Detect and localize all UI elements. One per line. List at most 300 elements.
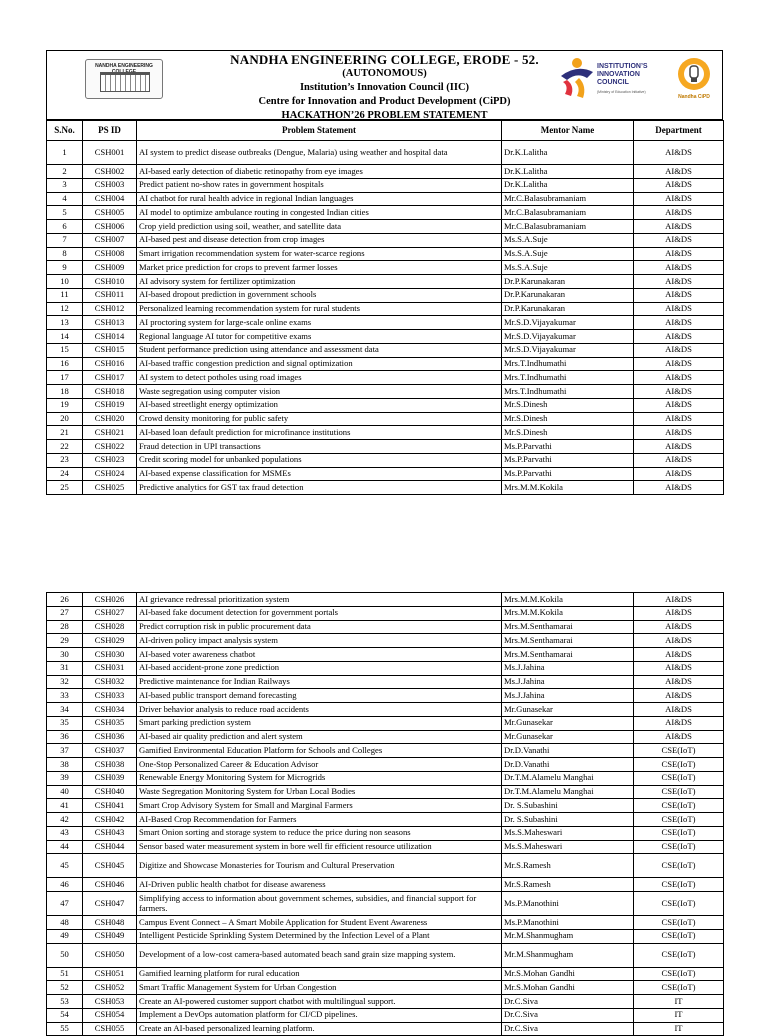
cell-mentor: Ms.P.Manothini	[502, 892, 634, 916]
cell-problem: Waste Segregation Monitoring System for Urban Local Bodies	[137, 785, 502, 799]
cell-psid: CSH012	[83, 302, 137, 316]
table-row	[47, 371, 724, 385]
cell-sno: 16	[47, 357, 83, 371]
cell-mentor: Mr.S.Dinesh	[502, 412, 634, 426]
cell-department: CSE(IoT)	[634, 840, 724, 854]
cell-psid: CSH020	[83, 412, 137, 426]
col-problem: Problem Statement	[137, 121, 502, 141]
cell-problem: Waste segregation using computer vision	[137, 385, 502, 399]
cell-psid: CSH044	[83, 840, 137, 854]
cell-psid: CSH026	[83, 593, 137, 607]
cell-mentor: Ms.S.A.Suje	[502, 233, 634, 247]
cell-department: AI&DS	[634, 275, 724, 289]
table-row	[47, 275, 724, 289]
cell-psid: CSH041	[83, 799, 137, 813]
cell-problem: Driver behavior analysis to reduce road accidents	[137, 703, 502, 717]
cell-department: AI&DS	[634, 620, 724, 634]
cell-mentor: Ms.P.Manothini	[502, 916, 634, 930]
cell-problem: Sensor based water measurement system in bore well fir efficient resource utilization	[137, 840, 502, 854]
cell-problem: Smart Crop Advisory System for Small and Marginal Farmers	[137, 799, 502, 813]
cell-sno: 54	[47, 1008, 83, 1022]
cell-mentor: Ms.J.Jahina	[502, 661, 634, 675]
cell-sno: 44	[47, 840, 83, 854]
cell-mentor: Mr.S.D.Vijayakumar	[502, 330, 634, 344]
cell-sno: 39	[47, 771, 83, 785]
cell-psid: CSH017	[83, 371, 137, 385]
cell-problem: AI-Based Crop Recommendation for Farmers	[137, 813, 502, 827]
cell-department: AI&DS	[634, 178, 724, 192]
cell-mentor: Mr.C.Balasubramaniam	[502, 220, 634, 234]
cell-psid: CSH011	[83, 288, 137, 302]
cell-department: AI&DS	[634, 220, 724, 234]
cell-psid: CSH009	[83, 261, 137, 275]
table-row	[47, 620, 724, 634]
cell-department: AI&DS	[634, 330, 724, 344]
cell-sno: 52	[47, 981, 83, 995]
cell-problem: Regional language AI tutor for competitive exams	[137, 330, 502, 344]
cell-sno: 3	[47, 178, 83, 192]
cell-psid: CSH039	[83, 771, 137, 785]
table-row	[47, 813, 724, 827]
cell-mentor: Mr.S.Ramesh	[502, 878, 634, 892]
cell-department: CSE(IoT)	[634, 929, 724, 943]
cell-sno: 22	[47, 440, 83, 454]
table-row	[47, 648, 724, 662]
cell-psid: CSH018	[83, 385, 137, 399]
college-name: NANDHA ENGINEERING COLLEGE, ERODE - 52.	[230, 52, 539, 67]
cell-department: AI&DS	[634, 412, 724, 426]
cell-problem: AI system to detect potholes using road images	[137, 371, 502, 385]
cell-mentor: Mrs.M.M.Kokila	[502, 606, 634, 620]
cell-psid: CSH031	[83, 661, 137, 675]
cell-sno: 30	[47, 648, 83, 662]
cell-psid: CSH027	[83, 606, 137, 620]
cell-mentor: Dr.K.Lalitha	[502, 178, 634, 192]
cipd-title: Centre for Innovation and Product Development (CiPD)	[258, 96, 511, 107]
cell-mentor: Dr.P.Karunakaran	[502, 275, 634, 289]
cell-sno: 12	[47, 302, 83, 316]
cell-psid: CSH050	[83, 943, 137, 967]
cell-mentor: Mr.S.Dinesh	[502, 398, 634, 412]
table-row	[47, 467, 724, 481]
cell-problem: AI-based loan default prediction for microfinance institutions	[137, 426, 502, 440]
table-row	[47, 247, 724, 261]
cell-psid: CSH049	[83, 929, 137, 943]
cell-sno: 37	[47, 744, 83, 758]
cell-psid: CSH004	[83, 192, 137, 206]
table-row	[47, 634, 724, 648]
cell-mentor: Dr.C.Siva	[502, 995, 634, 1009]
cell-department: CSE(IoT)	[634, 892, 724, 916]
cell-mentor: Ms.P.Parvathi	[502, 467, 634, 481]
cell-problem: Student performance prediction using attendance and assessment data	[137, 343, 502, 357]
cell-sno: 11	[47, 288, 83, 302]
cell-department: CSE(IoT)	[634, 916, 724, 930]
cell-sno: 1	[47, 141, 83, 165]
cell-psid: CSH053	[83, 995, 137, 1009]
cell-department: CSE(IoT)	[634, 813, 724, 827]
table-row	[47, 799, 724, 813]
cell-problem: Fraud detection in UPI transactions	[137, 440, 502, 454]
cell-sno: 29	[47, 634, 83, 648]
cell-sno: 19	[47, 398, 83, 412]
cell-department: AI&DS	[634, 371, 724, 385]
cell-problem: AI grievance redressal prioritization system	[137, 593, 502, 607]
cell-sno: 55	[47, 1022, 83, 1036]
cell-department: AI&DS	[634, 343, 724, 357]
cell-sno: 41	[47, 799, 83, 813]
table-row	[47, 771, 724, 785]
cell-mentor: Mr.C.Balasubramaniam	[502, 206, 634, 220]
autonomous-label: (AUTONOMOUS)	[342, 68, 427, 79]
cell-problem: Development of a low-cost camera-based automated beach sand grain size mapping system.	[137, 943, 502, 967]
cell-sno: 27	[47, 606, 83, 620]
table-row	[47, 661, 724, 675]
cell-problem: AI-based expense classification for MSMEs	[137, 467, 502, 481]
cell-psid: CSH054	[83, 1008, 137, 1022]
cell-mentor: Mrs.M.Senthamarai	[502, 620, 634, 634]
cell-department: AI&DS	[634, 689, 724, 703]
cell-department: CSE(IoT)	[634, 854, 724, 878]
cell-problem: AI-based early detection of diabetic retinopathy from eye images	[137, 165, 502, 179]
cell-problem: Digitize and Showcase Monasteries for Tourism and Cultural Preservation	[137, 854, 502, 878]
iic-logo	[557, 56, 667, 108]
cell-problem: Predict corruption risk in public procurement data	[137, 620, 502, 634]
cell-sno: 5	[47, 206, 83, 220]
cell-sno: 28	[47, 620, 83, 634]
table-row	[47, 330, 724, 344]
cell-department: IT	[634, 1022, 724, 1036]
cell-mentor: Dr.C.Siva	[502, 1022, 634, 1036]
table-row	[47, 826, 724, 840]
cell-psid: CSH014	[83, 330, 137, 344]
cell-sno: 15	[47, 343, 83, 357]
cell-mentor: Mr.M.Shanmugham	[502, 929, 634, 943]
hackathon-title: HACKATHON’26 PROBLEM STATEMENT	[281, 110, 488, 121]
table-row	[47, 206, 724, 220]
cell-problem: AI-based air quality prediction and alert system	[137, 730, 502, 744]
cell-psid: CSH030	[83, 648, 137, 662]
cell-mentor: Ms.S.A.Suje	[502, 247, 634, 261]
cell-mentor: Mr.M.Shanmugham	[502, 943, 634, 967]
cell-sno: 2	[47, 165, 83, 179]
cell-department: IT	[634, 1008, 724, 1022]
cell-mentor: Ms.S.Maheswari	[502, 840, 634, 854]
cell-department: CSE(IoT)	[634, 758, 724, 772]
iic-logo-subtext: (Ministry of Education Initiative)	[597, 90, 646, 94]
cell-sno: 24	[47, 467, 83, 481]
cell-problem: Personalized learning recommendation system for rural students	[137, 302, 502, 316]
cell-department: AI&DS	[634, 261, 724, 275]
cell-sno: 46	[47, 878, 83, 892]
table-row	[47, 785, 724, 799]
cell-psid: CSH001	[83, 141, 137, 165]
table-row	[47, 878, 724, 892]
cell-sno: 40	[47, 785, 83, 799]
cell-psid: CSH016	[83, 357, 137, 371]
cell-problem: Crop yield prediction using soil, weather, and satellite data	[137, 220, 502, 234]
college-logo-text: NANDHA ENGINEERING	[95, 63, 153, 69]
cell-psid: CSH007	[83, 233, 137, 247]
cell-sno: 18	[47, 385, 83, 399]
cell-psid: CSH006	[83, 220, 137, 234]
cell-problem: AI-based dropout prediction in government schools	[137, 288, 502, 302]
table-row	[47, 716, 724, 730]
cell-mentor: Dr.T.M.Alamelu Manghai	[502, 771, 634, 785]
cell-mentor: Dr.T.M.Alamelu Manghai	[502, 785, 634, 799]
cell-sno: 50	[47, 943, 83, 967]
table-row	[47, 453, 724, 467]
cell-psid: CSH013	[83, 316, 137, 330]
cell-mentor: Dr.D.Vanathi	[502, 744, 634, 758]
table-row	[47, 343, 724, 357]
cell-department: AI&DS	[634, 440, 724, 454]
cell-psid: CSH033	[83, 689, 137, 703]
cell-sno: 25	[47, 481, 83, 495]
table-row	[47, 316, 724, 330]
table-row	[47, 440, 724, 454]
cell-department: IT	[634, 995, 724, 1009]
table-row	[47, 943, 724, 967]
cell-department: CSE(IoT)	[634, 771, 724, 785]
cell-problem: Implement a DevOps automation platform for CI/CD pipelines.	[137, 1008, 502, 1022]
cell-sno: 47	[47, 892, 83, 916]
cell-sno: 20	[47, 412, 83, 426]
cell-psid: CSH003	[83, 178, 137, 192]
cell-psid: CSH038	[83, 758, 137, 772]
table-row	[47, 840, 724, 854]
cell-department: AI&DS	[634, 141, 724, 165]
cell-problem: AI proctoring system for large-scale online exams	[137, 316, 502, 330]
cell-problem: AI-based voter awareness chatbot	[137, 648, 502, 662]
cell-problem: Create an AI-based personalized learning platform.	[137, 1022, 502, 1036]
cell-psid: CSH008	[83, 247, 137, 261]
cell-psid: CSH002	[83, 165, 137, 179]
table-row	[47, 165, 724, 179]
cell-problem: Smart Onion sorting and storage system to reduce the price during non seasons	[137, 826, 502, 840]
cell-problem: Credit scoring model for unbanked populations	[137, 453, 502, 467]
cell-problem: Campus Event Connect – A Smart Mobile Application for Student Event Awareness	[137, 916, 502, 930]
cell-sno: 13	[47, 316, 83, 330]
cell-problem: Gamified learning platform for rural education	[137, 967, 502, 981]
cell-mentor: Dr. S.Subashini	[502, 813, 634, 827]
cell-psid: CSH025	[83, 481, 137, 495]
cell-sno: 9	[47, 261, 83, 275]
table-row	[47, 744, 724, 758]
cell-mentor: Mrs.T.Indhumathi	[502, 371, 634, 385]
cell-department: AI&DS	[634, 703, 724, 717]
cell-department: AI&DS	[634, 302, 724, 316]
table-row	[47, 916, 724, 930]
cell-sno: 36	[47, 730, 83, 744]
cell-mentor: Mr.Gunasekar	[502, 730, 634, 744]
cell-sno: 23	[47, 453, 83, 467]
table-row	[47, 703, 724, 717]
cell-problem: Predict patient no-show rates in government hospitals	[137, 178, 502, 192]
table-row	[47, 606, 724, 620]
cell-psid: CSH010	[83, 275, 137, 289]
table-row	[47, 854, 724, 878]
cell-mentor: Mr.Gunasekar	[502, 703, 634, 717]
iic-figure-icon	[557, 56, 597, 100]
cell-mentor: Mrs.T.Indhumathi	[502, 385, 634, 399]
table-row	[47, 967, 724, 981]
cell-sno: 7	[47, 233, 83, 247]
cell-department: AI&DS	[634, 288, 724, 302]
cell-problem: AI-based pest and disease detection from crop images	[137, 233, 502, 247]
cell-mentor: Ms.J.Jahina	[502, 675, 634, 689]
cell-sno: 4	[47, 192, 83, 206]
cell-problem: Simplifying access to information about government schemes, subsidies, and financial support for farmers.	[137, 892, 502, 916]
document-header	[46, 50, 723, 120]
table-row	[47, 261, 724, 275]
cell-sno: 53	[47, 995, 83, 1009]
cell-mentor: Mr.C.Balasubramaniam	[502, 192, 634, 206]
cell-department: AI&DS	[634, 398, 724, 412]
cell-psid: CSH051	[83, 967, 137, 981]
cell-mentor: Dr.P.Karunakaran	[502, 288, 634, 302]
cell-problem: AI-based streetlight energy optimization	[137, 398, 502, 412]
cell-psid: CSH021	[83, 426, 137, 440]
cell-department: AI&DS	[634, 730, 724, 744]
table-row	[47, 385, 724, 399]
cell-mentor: Dr.P.Karunakaran	[502, 302, 634, 316]
cell-department: AI&DS	[634, 385, 724, 399]
cell-psid: CSH055	[83, 1022, 137, 1036]
cell-department: CSE(IoT)	[634, 981, 724, 995]
cell-department: CSE(IoT)	[634, 799, 724, 813]
table-row	[47, 675, 724, 689]
cell-problem: AI-driven policy impact analysis system	[137, 634, 502, 648]
cell-psid: CSH005	[83, 206, 137, 220]
cell-department: AI&DS	[634, 634, 724, 648]
cell-problem: AI system to predict disease outbreaks (Dengue, Malaria) using weather and hospital data	[137, 141, 502, 165]
cell-sno: 38	[47, 758, 83, 772]
cell-department: AI&DS	[634, 593, 724, 607]
cell-psid: CSH040	[83, 785, 137, 799]
table-row	[47, 220, 724, 234]
table-row	[47, 412, 724, 426]
cell-sno: 8	[47, 247, 83, 261]
cell-mentor: Mrs.M.Senthamarai	[502, 634, 634, 648]
cell-mentor: Dr. S.Subashini	[502, 799, 634, 813]
cell-psid: CSH043	[83, 826, 137, 840]
cell-psid: CSH035	[83, 716, 137, 730]
col-mentor: Mentor Name	[502, 121, 634, 141]
cell-department: CSE(IoT)	[634, 785, 724, 799]
cell-sno: 6	[47, 220, 83, 234]
cell-psid: CSH024	[83, 467, 137, 481]
col-department: Department	[634, 121, 724, 141]
table-row	[47, 302, 724, 316]
cell-sno: 31	[47, 661, 83, 675]
cell-mentor: Ms.S.Maheswari	[502, 826, 634, 840]
cell-mentor: Mr.S.D.Vijayakumar	[502, 343, 634, 357]
table-row	[47, 192, 724, 206]
cell-sno: 17	[47, 371, 83, 385]
cell-mentor: Ms.P.Parvathi	[502, 453, 634, 467]
cell-department: AI&DS	[634, 467, 724, 481]
cell-problem: Crowd density monitoring for public safety	[137, 412, 502, 426]
cell-department: AI&DS	[634, 675, 724, 689]
cell-mentor: Ms.P.Parvathi	[502, 440, 634, 454]
cell-psid: CSH028	[83, 620, 137, 634]
cell-psid: CSH036	[83, 730, 137, 744]
table-row	[47, 593, 724, 607]
cell-department: AI&DS	[634, 357, 724, 371]
table-row	[47, 1008, 724, 1022]
table-row	[47, 357, 724, 371]
cell-problem: AI-based accident-prone zone prediction	[137, 661, 502, 675]
cell-department: AI&DS	[634, 206, 724, 220]
cell-department: AI&DS	[634, 247, 724, 261]
cipd-logo-text: Nandha CiPD	[678, 94, 710, 100]
cell-problem: Predictive analytics for GST tax fraud detection	[137, 481, 502, 495]
cell-department: AI&DS	[634, 481, 724, 495]
cell-sno: 32	[47, 675, 83, 689]
table-row	[47, 892, 724, 916]
cell-problem: Renewable Energy Monitoring System for Microgrids	[137, 771, 502, 785]
cell-psid: CSH048	[83, 916, 137, 930]
cell-sno: 48	[47, 916, 83, 930]
cell-mentor: Mr.S.Mohan Gandhi	[502, 981, 634, 995]
cell-department: AI&DS	[634, 233, 724, 247]
cell-sno: 35	[47, 716, 83, 730]
cell-department: CSE(IoT)	[634, 826, 724, 840]
cell-sno: 14	[47, 330, 83, 344]
cell-department: AI&DS	[634, 716, 724, 730]
cell-mentor: Mrs.M.M.Kokila	[502, 593, 634, 607]
cell-mentor: Dr.D.Vanathi	[502, 758, 634, 772]
cell-sno: 33	[47, 689, 83, 703]
cell-problem: AI model to optimize ambulance routing in congested Indian cities	[137, 206, 502, 220]
table-row	[47, 233, 724, 247]
cell-mentor: Mr.S.D.Vijayakumar	[502, 316, 634, 330]
cell-problem: AI advisory system for fertilizer optimization	[137, 275, 502, 289]
cell-sno: 26	[47, 593, 83, 607]
cell-department: AI&DS	[634, 426, 724, 440]
cell-problem: AI chatbot for rural health advice in regional Indian languages	[137, 192, 502, 206]
cell-mentor: Mr.Gunasekar	[502, 716, 634, 730]
cell-psid: CSH045	[83, 854, 137, 878]
cell-problem: Intelligent Pesticide Sprinkling System Determined by the Infection Level of a Plant	[137, 929, 502, 943]
problem-table-part-1	[46, 120, 724, 495]
col-sno: S.No.	[47, 121, 83, 141]
table-row	[47, 481, 724, 495]
cell-mentor: Mr.S.Dinesh	[502, 426, 634, 440]
cell-mentor: Dr.K.Lalitha	[502, 165, 634, 179]
cell-mentor: Mr.S.Ramesh	[502, 854, 634, 878]
cell-department: AI&DS	[634, 453, 724, 467]
cell-psid: CSH015	[83, 343, 137, 357]
cell-department: AI&DS	[634, 606, 724, 620]
cell-psid: CSH032	[83, 675, 137, 689]
cell-psid: CSH034	[83, 703, 137, 717]
cell-sno: 43	[47, 826, 83, 840]
cell-problem: Gamified Environmental Education Platform for Schools and Colleges	[137, 744, 502, 758]
cell-sno: 42	[47, 813, 83, 827]
cell-problem: One-Stop Personalized Career & Education Advisor	[137, 758, 502, 772]
table-header-row	[47, 121, 724, 141]
cell-department: CSE(IoT)	[634, 943, 724, 967]
table-row	[47, 758, 724, 772]
cell-psid: CSH022	[83, 440, 137, 454]
cell-psid: CSH023	[83, 453, 137, 467]
cell-mentor: Ms.J.Jahina	[502, 689, 634, 703]
cell-sno: 51	[47, 967, 83, 981]
cipd-logo	[671, 56, 717, 108]
cell-department: AI&DS	[634, 192, 724, 206]
